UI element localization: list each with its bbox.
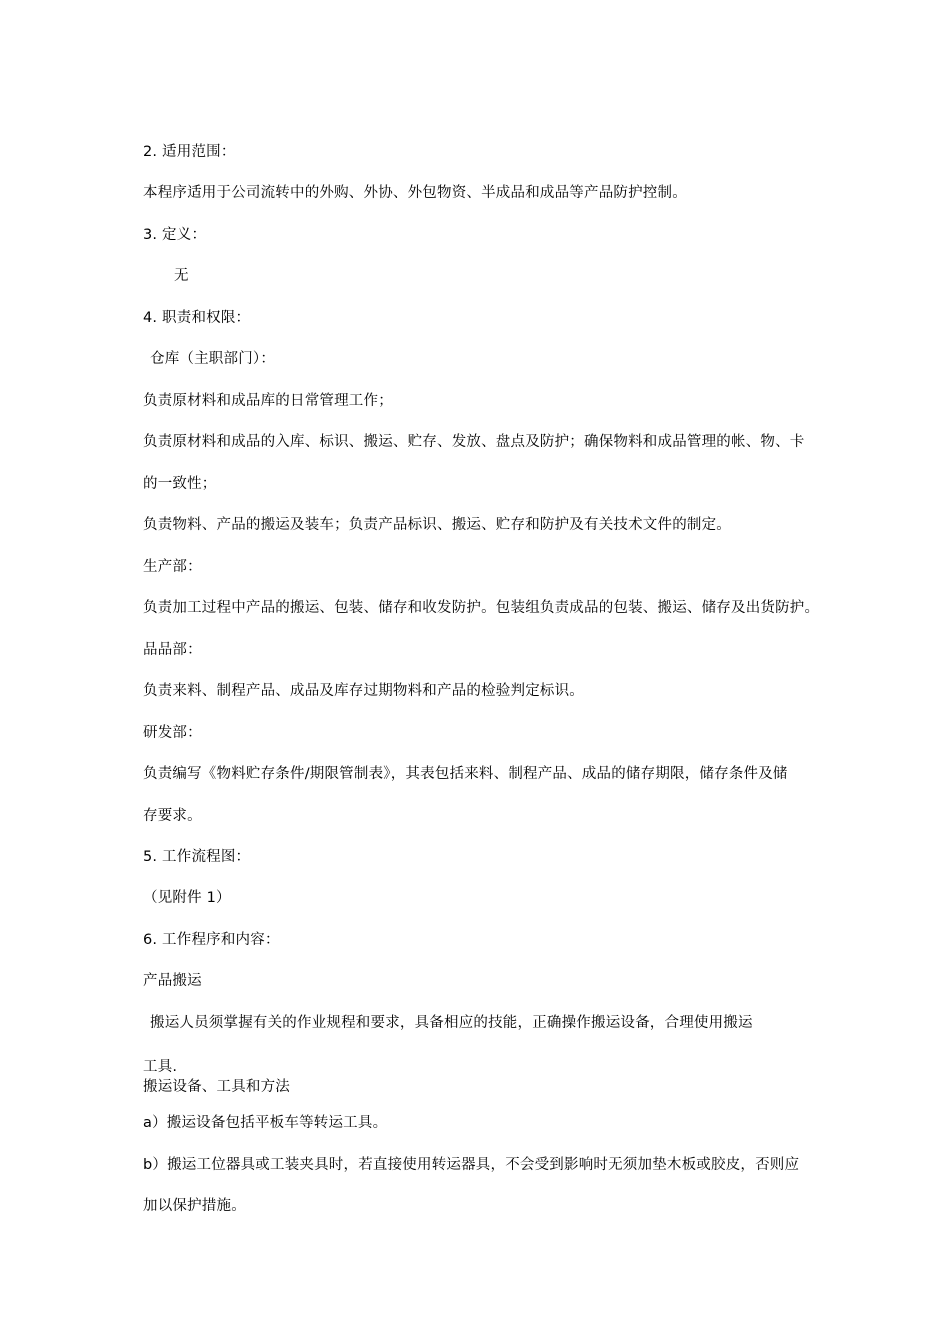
flowchart-reference: （见附件 1） — [143, 890, 231, 906]
rd-duty: 负责编写《物料贮存条件/期限管制表》，其表包括来料、制程产品、成品的储存期限，储存条件及储 — [143, 766, 788, 782]
quality-duty: 负责来料、制程产品、成品及库存过期物料和产品的检验判定标识。 — [143, 683, 584, 699]
warehouse-duty-2: 负责原材料和成品的入库、标识、搬运、贮存、发放、盘点及防护；确保物料和成品管理的帐、物、卡 — [143, 434, 805, 450]
section-2-heading: 2. 适用范围： — [143, 144, 236, 160]
equipment-item-b-cont: 加以保护措施。 — [143, 1198, 246, 1214]
handling-requirement: 搬运人员须掌握有关的作业规程和要求，具备相应的技能，正确操作搬运设备，合理使用搬运 — [150, 1015, 753, 1031]
rd-duty-cont: 存要求。 — [143, 808, 202, 824]
scope-text: 本程序适用于公司流转中的外购、外协、外包物资、半成品和成品等产品防护控制。 — [143, 185, 687, 201]
section-5-heading: 5. 工作流程图： — [143, 849, 251, 865]
rd-heading: 研发部： — [143, 725, 202, 741]
product-handling-heading: 产品搬运 — [143, 973, 202, 989]
warehouse-heading: 仓库（主职部门）： — [150, 351, 276, 367]
warehouse-duty-1: 负责原材料和成品库的日常管理工作； — [143, 393, 393, 409]
section-6-heading: 6. 工作程序和内容： — [143, 932, 280, 948]
quality-heading: 品品部： — [143, 642, 202, 658]
production-duty: 负责加工过程中产品的搬运、包装、储存和收发防护。包装组负责成品的包装、搬运、储存及出货防护。 — [143, 600, 820, 616]
warehouse-duty-2-cont: 的一致性； — [143, 476, 217, 492]
equipment-heading: 搬运设备、工具和方法 — [143, 1079, 290, 1095]
equipment-item-b: b）搬运工位器具或工装夹具时，若直接使用转运器具，不会受到影响时无须加垫木板或胶皮，否则应 — [143, 1157, 800, 1173]
section-4-heading: 4. 职责和权限： — [143, 310, 251, 326]
handling-requirement-cont: 工具. — [143, 1059, 178, 1075]
warehouse-duty-3: 负责物料、产品的搬运及装车；负责产品标识、搬运、贮存和防护及有关技术文件的制定。 — [143, 517, 731, 533]
equipment-item-a: a）搬运设备包括平板车等转运工具。 — [143, 1115, 388, 1131]
definition-text: 无 — [174, 268, 189, 284]
production-heading: 生产部： — [143, 559, 202, 575]
section-3-heading: 3. 定义： — [143, 227, 207, 243]
